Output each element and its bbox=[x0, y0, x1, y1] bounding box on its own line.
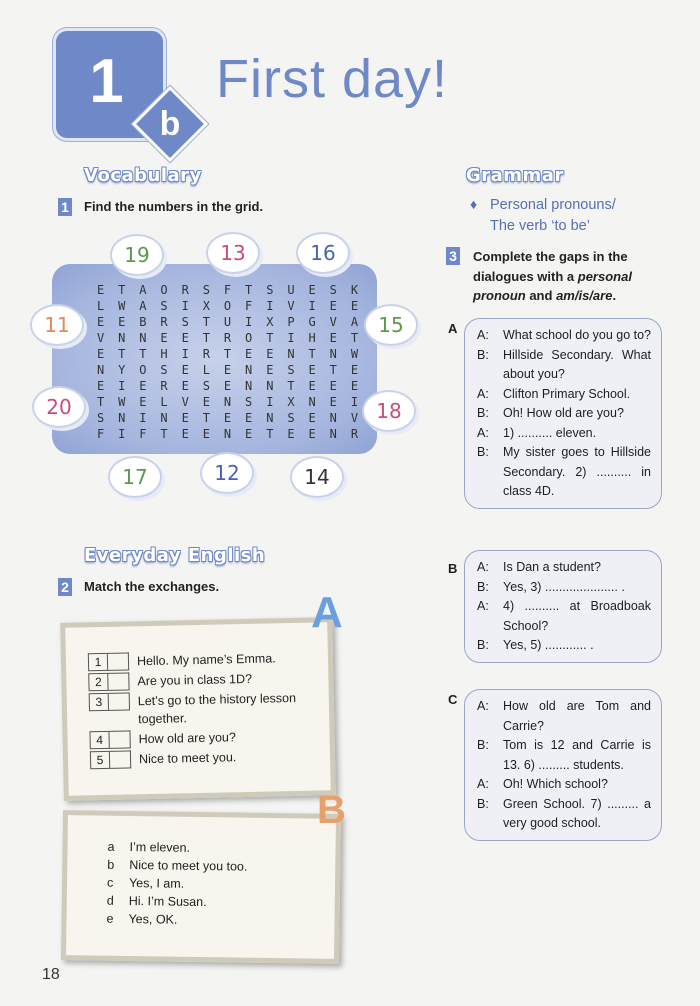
grid-letter: E bbox=[139, 379, 147, 393]
word-search-grid bbox=[90, 283, 365, 443]
answer-box[interactable] bbox=[110, 750, 131, 768]
dialogue-text: Yes, 3) ..................... . bbox=[503, 579, 625, 594]
dialogue-text: Green School. 7) ......... a very good school. bbox=[503, 796, 651, 830]
response-item bbox=[107, 876, 335, 893]
grid-letter: E bbox=[350, 379, 359, 393]
grid-letter: T bbox=[160, 427, 168, 441]
answer-box[interactable] bbox=[108, 652, 129, 670]
dialogue-text: Oh! How old are you? bbox=[503, 406, 624, 420]
match-item bbox=[88, 648, 328, 671]
dialogue-line bbox=[477, 636, 651, 656]
match-item-number: 5 bbox=[90, 751, 110, 769]
exercise-number-2: 2 bbox=[58, 578, 72, 596]
grid-letter: E bbox=[96, 347, 105, 361]
match-item bbox=[90, 746, 330, 769]
grid-letter: O bbox=[160, 283, 168, 297]
dialogue-text: What school do you go to? bbox=[503, 328, 652, 342]
instr-italic: pronoun bbox=[473, 288, 526, 303]
grid-letter: E bbox=[181, 379, 189, 393]
exercise-number-3: 3 bbox=[446, 247, 460, 265]
number-cloud-14: 14 bbox=[292, 458, 342, 496]
grid-letter: E bbox=[329, 299, 337, 313]
grid-letter: T bbox=[350, 331, 359, 345]
match-item-number: 3 bbox=[89, 693, 109, 711]
grid-letter: S bbox=[160, 363, 168, 377]
grid-row bbox=[90, 427, 365, 443]
grid-letter: L bbox=[160, 395, 168, 409]
grid-letter: V bbox=[181, 395, 189, 409]
dialogue-text: My sister goes to Hillside Secondary. 2) .......... in class 4D. bbox=[503, 445, 651, 498]
grid-letter: E bbox=[308, 283, 316, 297]
grid-letter: N bbox=[245, 379, 253, 393]
match-item bbox=[89, 726, 329, 749]
grid-letter: E bbox=[96, 315, 105, 329]
grid-letter: E bbox=[181, 411, 189, 425]
grid-letter: E bbox=[266, 347, 274, 361]
grid-letter: V bbox=[350, 411, 359, 425]
number-cloud-13: 13 bbox=[208, 234, 258, 272]
grid-letter: I bbox=[266, 395, 274, 409]
grid-letter: A bbox=[139, 283, 147, 297]
board-a-label: A bbox=[311, 588, 343, 637]
grid-letter: F bbox=[223, 283, 232, 297]
grid-letter: N bbox=[118, 331, 126, 345]
grid-letter: N bbox=[139, 331, 147, 345]
grid-letter: S bbox=[202, 379, 210, 393]
grid-letter: I bbox=[350, 395, 359, 409]
grid-letter: R bbox=[223, 331, 232, 345]
grid-letter: I bbox=[118, 379, 126, 393]
number-cloud-19: 19 bbox=[112, 236, 162, 274]
grid-letter: W bbox=[118, 299, 126, 313]
dialogue-b bbox=[464, 550, 662, 663]
grid-letter: E bbox=[181, 363, 189, 377]
dialogue-line bbox=[477, 326, 651, 346]
unit-number: 1 bbox=[89, 47, 124, 116]
instr-line-3 bbox=[473, 286, 673, 306]
dialogue-text: Hillside Secondary. What about you? bbox=[503, 347, 651, 381]
match-item-text: How old are you? bbox=[138, 730, 237, 747]
grid-letter: E bbox=[245, 411, 253, 425]
grid-letter: E bbox=[350, 299, 359, 313]
grammar-topic-line-2: The verb ‘to be’ bbox=[490, 218, 590, 234]
response-item bbox=[106, 912, 334, 929]
grid-letter: I bbox=[181, 299, 189, 313]
grid-letter: A bbox=[350, 315, 359, 329]
exercise-2-instruction: Match the exchanges. bbox=[84, 579, 220, 594]
grid-letter: R bbox=[160, 315, 168, 329]
response-text: I’m eleven. bbox=[129, 839, 191, 855]
match-item-number: 4 bbox=[89, 731, 109, 749]
grammar-topic bbox=[490, 195, 616, 237]
grid-letter: N bbox=[287, 347, 295, 361]
dialogue-text: How old are Tom and Carrie? bbox=[503, 699, 651, 733]
grid-letter: E bbox=[245, 347, 253, 361]
dialogue-line bbox=[477, 443, 651, 502]
grid-letter: T bbox=[118, 283, 126, 297]
grid-letter: Y bbox=[118, 363, 126, 377]
response-item bbox=[107, 894, 335, 911]
grid-letter: V bbox=[329, 315, 337, 329]
speaker-label: A: bbox=[477, 777, 489, 791]
grid-letter: K bbox=[350, 283, 359, 297]
grid-letter: W bbox=[118, 395, 126, 409]
instr-text: . bbox=[612, 288, 617, 303]
grid-letter: T bbox=[202, 331, 210, 345]
unit-sub-letter: b bbox=[159, 105, 181, 143]
grid-letter: L bbox=[202, 363, 210, 377]
board-a-list bbox=[65, 622, 330, 769]
grid-letter: L bbox=[96, 299, 105, 313]
grid-letter: T bbox=[308, 347, 316, 361]
board-b bbox=[61, 810, 341, 964]
dialogue-line bbox=[477, 404, 651, 424]
response-letter: a bbox=[107, 839, 115, 854]
grid-letter: E bbox=[181, 427, 189, 441]
instr-text: dialogues with a bbox=[473, 268, 578, 284]
grid-letter: E bbox=[160, 331, 168, 345]
dialogue-text: Is Dan a student? bbox=[503, 560, 601, 574]
grid-letter: P bbox=[287, 315, 295, 329]
response-item bbox=[107, 840, 335, 857]
grid-letter: S bbox=[96, 411, 105, 425]
response-item bbox=[107, 858, 335, 875]
exercise-3-instruction bbox=[473, 247, 673, 306]
grid-letter: E bbox=[287, 427, 295, 441]
grid-letter: I bbox=[287, 331, 295, 345]
grid-letter: R bbox=[160, 379, 168, 393]
grid-letter: U bbox=[223, 315, 232, 329]
grid-letter: E bbox=[245, 427, 253, 441]
grid-letter: N bbox=[266, 379, 274, 393]
grid-letter: E bbox=[266, 363, 274, 377]
match-item-text: Hello. My name’s Emma. bbox=[136, 651, 276, 669]
grid-letter: H bbox=[308, 331, 316, 345]
vocabulary-header: Vocabulary bbox=[84, 165, 202, 186]
grid-row bbox=[90, 411, 365, 427]
dialogue-line bbox=[477, 385, 651, 405]
response-letter: c bbox=[106, 875, 114, 890]
response-letter: b bbox=[107, 857, 115, 872]
match-item-number: 1 bbox=[88, 653, 108, 671]
response-letter: d bbox=[106, 893, 114, 908]
dialogue-text: Tom is 12 and Carrie is 13. 6) ......... students. bbox=[503, 738, 651, 772]
instr-line-2 bbox=[473, 267, 673, 287]
grid-letter: S bbox=[287, 411, 295, 425]
grid-letter: N bbox=[118, 411, 126, 425]
match-item-text: Nice to meet you. bbox=[138, 750, 237, 767]
dialogue-line bbox=[477, 775, 651, 795]
grid-letter: E bbox=[96, 379, 105, 393]
grid-letter: F bbox=[245, 299, 253, 313]
grid-letter: N bbox=[329, 427, 337, 441]
number-cloud-11: 11 bbox=[32, 306, 82, 344]
grid-letter: E bbox=[202, 395, 210, 409]
grid-row bbox=[90, 395, 365, 411]
dialogue-line bbox=[477, 597, 651, 636]
grid-letter: E bbox=[329, 395, 337, 409]
grid-letter: T bbox=[266, 331, 274, 345]
grid-letter: O bbox=[223, 299, 232, 313]
grid-row bbox=[90, 299, 365, 315]
grid-letter: X bbox=[287, 395, 295, 409]
grid-letter: E bbox=[329, 331, 337, 345]
grid-letter: H bbox=[160, 347, 168, 361]
grid-letter: S bbox=[245, 395, 253, 409]
dialogue-c-label: C bbox=[448, 692, 458, 707]
grid-row bbox=[90, 347, 365, 363]
speaker-label: A: bbox=[477, 599, 489, 613]
grid-row bbox=[90, 283, 365, 299]
grid-letter: E bbox=[308, 411, 316, 425]
grid-letter: S bbox=[160, 299, 168, 313]
dialogue-text: 1) .......... eleven. bbox=[503, 425, 597, 440]
match-item-text: Let’s go to the history lesson together. bbox=[137, 690, 297, 727]
grid-letter: E bbox=[350, 363, 359, 377]
grid-letter: G bbox=[308, 315, 316, 329]
instr-italic: am/is/are bbox=[556, 288, 613, 303]
match-item-text: Are you in class 1D? bbox=[137, 671, 253, 689]
dialogue-line bbox=[477, 424, 651, 444]
grid-letter: S bbox=[181, 315, 189, 329]
grid-row bbox=[90, 363, 365, 379]
dialogue-text: Clifton Primary School. bbox=[503, 386, 631, 401]
grid-letter: N bbox=[329, 347, 337, 361]
grid-letter: R bbox=[350, 427, 359, 441]
grid-letter: E bbox=[223, 379, 232, 393]
grid-row bbox=[90, 331, 365, 347]
number-cloud-20: 20 bbox=[34, 388, 84, 426]
grid-letter: T bbox=[245, 283, 253, 297]
grid-letter: N bbox=[308, 395, 316, 409]
grid-letter: W bbox=[350, 347, 359, 361]
speaker-label: B: bbox=[477, 638, 489, 652]
grid-row bbox=[90, 379, 365, 395]
grid-letter: R bbox=[181, 283, 189, 297]
answer-box[interactable] bbox=[109, 692, 130, 710]
grid-letter: V bbox=[96, 331, 105, 345]
dialogue-line bbox=[477, 346, 651, 385]
grid-letter: T bbox=[139, 347, 147, 361]
number-cloud-12: 12 bbox=[202, 454, 252, 492]
grid-letter: I bbox=[181, 347, 189, 361]
grid-letter: I bbox=[118, 427, 126, 441]
dialogue-text: Oh! Which school? bbox=[503, 777, 608, 791]
grid-letter: E bbox=[308, 379, 316, 393]
grid-letter: E bbox=[181, 331, 189, 345]
grid-letter: E bbox=[118, 315, 126, 329]
bullet-icon: ♦ bbox=[470, 196, 478, 212]
grid-letter: X bbox=[202, 299, 210, 313]
response-text: Yes, OK. bbox=[128, 911, 178, 927]
page-number: 18 bbox=[42, 966, 60, 983]
speaker-label: B: bbox=[477, 579, 489, 594]
grid-letter: N bbox=[223, 427, 232, 441]
board-b-list bbox=[66, 815, 336, 929]
grammar-header: Grammar bbox=[466, 165, 564, 186]
grid-letter: N bbox=[329, 411, 337, 425]
dialogue-line bbox=[477, 697, 651, 736]
exercise-number-1: 1 bbox=[58, 198, 72, 216]
dialogue-line bbox=[477, 795, 651, 834]
grid-letter: T bbox=[266, 427, 274, 441]
grid-letter: R bbox=[202, 347, 210, 361]
board-a bbox=[60, 617, 336, 801]
speaker-label: A: bbox=[477, 560, 489, 574]
grid-letter: T bbox=[202, 411, 210, 425]
response-letter: e bbox=[106, 911, 114, 926]
grid-letter: V bbox=[287, 299, 295, 313]
speaker-label: A: bbox=[477, 328, 489, 342]
answer-box[interactable] bbox=[109, 730, 130, 748]
grid-letter: T bbox=[287, 379, 295, 393]
grid-letter: O bbox=[245, 331, 253, 345]
answer-box[interactable] bbox=[108, 672, 129, 690]
response-text: Hi. I’m Susan. bbox=[128, 893, 207, 910]
grid-letter: A bbox=[139, 299, 147, 313]
number-cloud-16: 16 bbox=[298, 234, 348, 272]
grid-letter: I bbox=[308, 299, 316, 313]
instr-italic: personal bbox=[577, 268, 632, 284]
grid-letter: E bbox=[96, 283, 105, 297]
number-cloud-17: 17 bbox=[110, 458, 160, 496]
match-item bbox=[89, 688, 330, 729]
grid-letter: S bbox=[287, 363, 295, 377]
dialogue-c bbox=[464, 689, 662, 841]
speaker-label: B: bbox=[477, 445, 489, 459]
page-title: First day! bbox=[216, 49, 449, 109]
grid-row bbox=[90, 315, 365, 331]
number-cloud-15: 15 bbox=[366, 306, 416, 344]
speaker-label: A: bbox=[477, 386, 489, 401]
grid-letter: E bbox=[223, 363, 232, 377]
speaker-label: B: bbox=[477, 347, 489, 362]
grid-letter: N bbox=[96, 363, 105, 377]
grid-letter: S bbox=[329, 283, 337, 297]
instr-line-1: Complete the gaps in the bbox=[473, 249, 628, 264]
grid-letter: N bbox=[266, 411, 274, 425]
dialogue-a bbox=[464, 318, 662, 509]
number-cloud-18: 18 bbox=[364, 392, 414, 430]
speaker-label: B: bbox=[477, 738, 489, 752]
dialogue-line bbox=[477, 736, 651, 775]
dialogue-line bbox=[477, 558, 651, 578]
dialogue-line bbox=[477, 578, 651, 598]
grid-letter: T bbox=[202, 315, 210, 329]
grid-letter: S bbox=[202, 283, 210, 297]
grid-letter: B bbox=[139, 315, 147, 329]
grid-letter: I bbox=[266, 299, 274, 313]
grid-letter: N bbox=[245, 363, 253, 377]
board-b-label: B bbox=[317, 788, 346, 832]
grid-letter: T bbox=[96, 395, 105, 409]
dialogue-a-label: A bbox=[448, 321, 458, 336]
dialogue-b-label: B bbox=[448, 561, 458, 576]
grid-letter: N bbox=[223, 395, 232, 409]
grid-letter: E bbox=[329, 379, 337, 393]
dialogue-text: Yes, 5) ............ . bbox=[503, 638, 594, 652]
instr-text: and bbox=[525, 288, 557, 303]
grid-letter: F bbox=[139, 427, 147, 441]
match-item bbox=[88, 668, 328, 691]
grammar-topic-line-1: Personal pronouns/ bbox=[490, 197, 616, 213]
grid-letter: I bbox=[139, 411, 147, 425]
grid-letter: E bbox=[139, 395, 147, 409]
grid-letter: E bbox=[223, 411, 232, 425]
speaker-label: A: bbox=[477, 699, 489, 713]
grid-letter: E bbox=[308, 363, 316, 377]
grid-letter: I bbox=[245, 315, 253, 329]
grid-letter: F bbox=[96, 427, 105, 441]
exercise-1-instruction: Find the numbers in the grid. bbox=[84, 199, 264, 214]
grid-letter: E bbox=[202, 427, 210, 441]
grid-letter: T bbox=[118, 347, 126, 361]
grid-letter: N bbox=[160, 411, 168, 425]
grid-letter: T bbox=[223, 347, 232, 361]
response-text: Nice to meet you too. bbox=[129, 857, 248, 874]
speaker-label: B: bbox=[477, 406, 489, 420]
grid-letter: X bbox=[266, 315, 274, 329]
everyday-english-header: Everyday English bbox=[84, 545, 266, 566]
grid-letter: T bbox=[329, 363, 337, 377]
dialogue-text: 4) .......... at Broadboak School? bbox=[503, 599, 651, 633]
grid-letter: U bbox=[287, 283, 295, 297]
speaker-label: B: bbox=[477, 796, 489, 811]
grid-letter: E bbox=[308, 427, 316, 441]
grid-letter: O bbox=[139, 363, 147, 377]
speaker-label: A: bbox=[477, 425, 489, 440]
grid-letter: S bbox=[266, 283, 274, 297]
response-text: Yes, I am. bbox=[128, 875, 185, 891]
match-item-number: 2 bbox=[88, 673, 108, 691]
